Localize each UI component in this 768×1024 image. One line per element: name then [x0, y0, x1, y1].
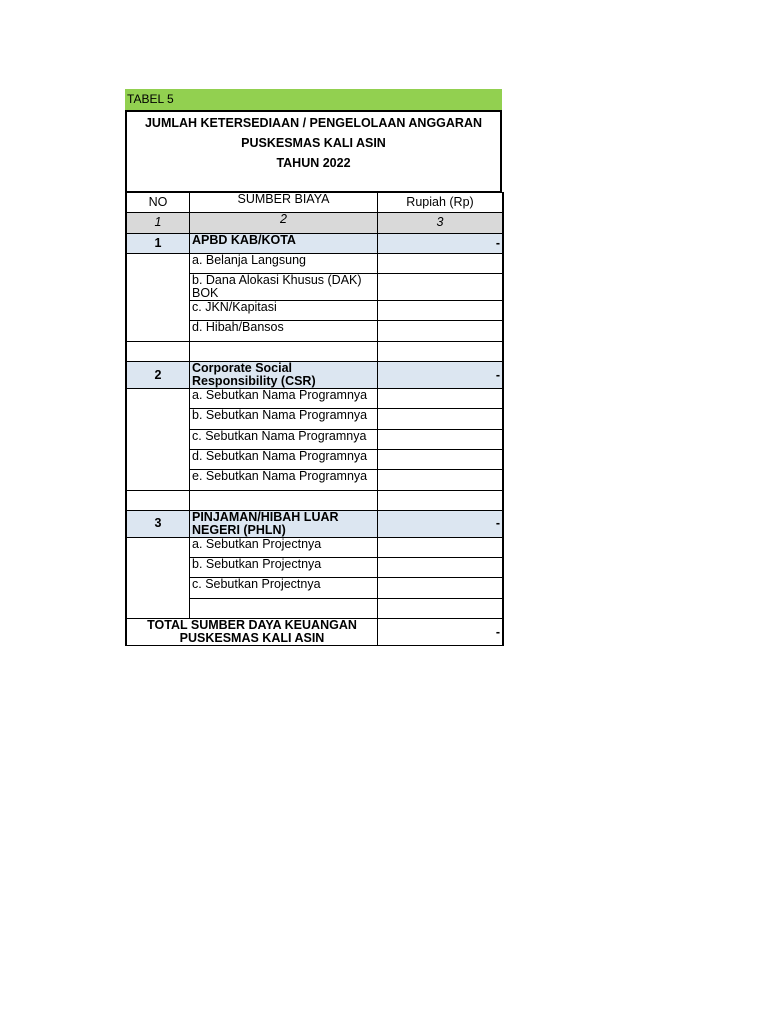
item-value[interactable]	[378, 449, 504, 469]
item-value[interactable]	[378, 321, 504, 341]
group-row-1	[126, 233, 503, 253]
item-label: a. Sebutkan Nama Programnya	[190, 389, 378, 409]
item-label: d. Sebutkan Nama Programnya	[190, 449, 378, 469]
item-value[interactable]	[378, 274, 504, 301]
group-value: -	[378, 362, 504, 389]
table-row	[126, 429, 503, 449]
item-label: c. Sebutkan Projectnya	[190, 578, 378, 598]
group-row-2	[126, 362, 503, 389]
total-row	[126, 619, 503, 646]
item-label: a. Sebutkan Projectnya	[190, 537, 378, 557]
table-row	[126, 578, 503, 598]
group-no: 2	[126, 362, 190, 389]
group-label: APBD KAB/KOTA	[190, 233, 378, 253]
table-row	[126, 274, 503, 301]
item-label: e. Sebutkan Nama Programnya	[190, 470, 378, 490]
header-rupiah: Rupiah (Rp)	[378, 193, 504, 213]
spacer-row	[126, 598, 503, 618]
group-label: Corporate Social Responsibility (CSR)	[190, 362, 378, 389]
header-no: NO	[126, 193, 190, 213]
item-label: a. Belanja Langsung	[190, 253, 378, 273]
group-value: -	[378, 510, 504, 537]
group-no: 1	[126, 233, 190, 253]
item-label: b. Dana Alokasi Khusus (DAK) BOK	[190, 274, 378, 301]
title-line-3: TAHUN 2022	[276, 156, 351, 170]
total-value: -	[378, 619, 504, 646]
item-value[interactable]	[378, 537, 504, 557]
group-value: -	[378, 233, 504, 253]
item-label: c. JKN/Kapitasi	[190, 301, 378, 321]
spacer-row	[126, 490, 503, 510]
item-value[interactable]	[378, 253, 504, 273]
table-title	[125, 110, 502, 192]
table-row	[126, 409, 503, 429]
index-2: 2	[190, 213, 378, 233]
table-row	[126, 449, 503, 469]
header-sumber: SUMBER BIAYA	[190, 193, 378, 213]
budget-table-sheet	[125, 89, 502, 646]
table-tag: TABEL 5	[125, 89, 502, 110]
group-no: 3	[126, 510, 190, 537]
total-label: TOTAL SUMBER DAYA KEUANGAN PUSKESMAS KALI ASIN	[126, 619, 378, 646]
table-row	[126, 537, 503, 557]
item-value[interactable]	[378, 429, 504, 449]
spacer-row	[126, 341, 503, 361]
index-1: 1	[126, 213, 190, 233]
item-value[interactable]	[378, 578, 504, 598]
group-row-3	[126, 510, 503, 537]
item-value[interactable]	[378, 301, 504, 321]
table-row	[126, 389, 503, 409]
item-value[interactable]	[378, 389, 504, 409]
table-row	[126, 301, 503, 321]
index-3: 3	[378, 213, 504, 233]
title-line-1: JUMLAH KETERSEDIAAN / PENGELOLAAN ANGGARAN	[144, 116, 483, 130]
item-value[interactable]	[378, 409, 504, 429]
item-label: b. Sebutkan Nama Programnya	[190, 409, 378, 429]
item-label: d. Hibah/Bansos	[190, 321, 378, 341]
title-line-2: PUSKESMAS KALI ASIN	[241, 136, 386, 150]
budget-grid	[125, 192, 504, 646]
item-value[interactable]	[378, 470, 504, 490]
item-value[interactable]	[378, 558, 504, 578]
group-label: PINJAMAN/HIBAH LUAR NEGERI (PHLN)	[190, 510, 378, 537]
table-row	[126, 558, 503, 578]
table-row	[126, 253, 503, 273]
item-label: b. Sebutkan Projectnya	[190, 558, 378, 578]
header-row	[126, 193, 503, 213]
index-row	[126, 213, 503, 233]
table-row	[126, 470, 503, 490]
item-label: c. Sebutkan Nama Programnya	[190, 429, 378, 449]
table-row	[126, 321, 503, 341]
